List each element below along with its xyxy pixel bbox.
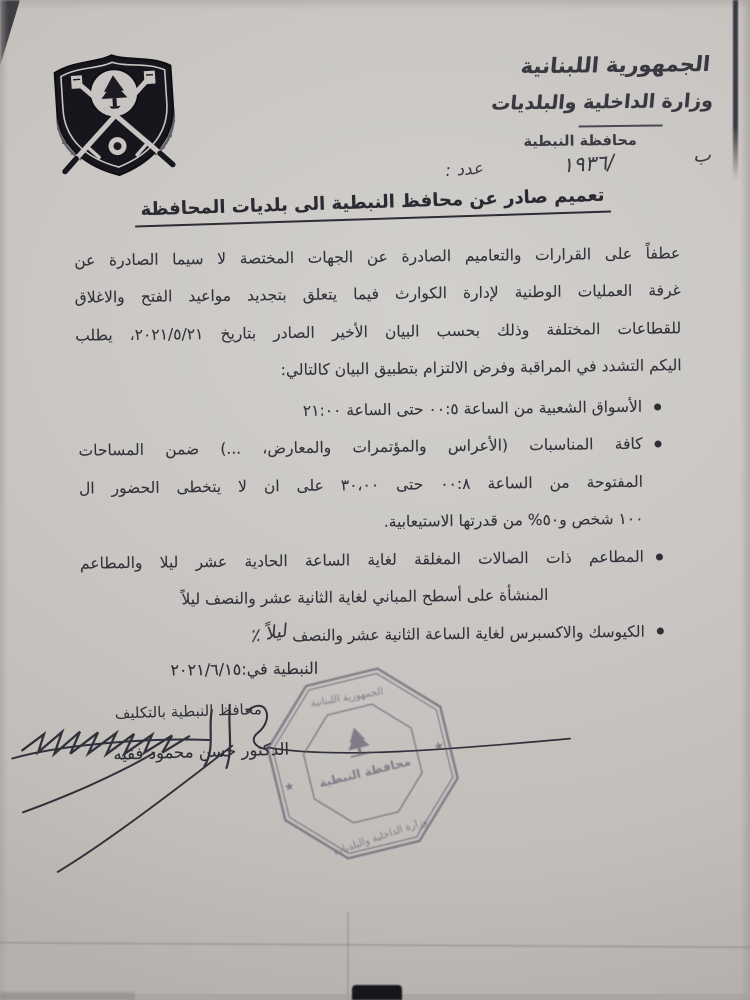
time-value: ٠٠:٨ [440,474,471,494]
stamp-star-icon: ★ [431,737,446,755]
bullet-dot-icon [657,628,664,635]
bullet-item-events [78,426,643,545]
percent-value: %٥٠ [527,510,560,530]
bullet-text: حتى [379,475,441,494]
bullet-text: المنشأة على أسطح المباني لغاية الثانية عشر والنصف ليلاً [181,585,549,609]
date-value: ٢٠٢١/٦/١٥ [170,659,242,680]
stamp-bottom-text: وزارة الداخلية والبلديات [332,815,429,858]
emblem-shield [54,52,178,179]
stamp-cedar-icon [343,725,371,758]
bullet-text: حتى الساعة [341,400,429,420]
bullet-text: على ان لا يتخطى الحضور ال [78,476,341,498]
signer-name: الدكتور حسن محمود فقيه [113,739,290,764]
stamp-top-text: الجمهورية اللبنانية [309,686,385,710]
time-value: ٠٠:٥ [428,399,459,419]
intro-line: للقطاعات المختلفة وذلك بحسب البيان الأخير الصادر بتاريخ ٢٠٢١/٥/٢١، يطلب [75,319,682,345]
bullet-text: الكيوسك والاكسبرس لغاية الساعة الثانية عشر والنصف [287,623,645,646]
intro-paragraph [74,235,682,392]
bullet-dot-icon [654,404,661,411]
bullet-text: من قدرتها الاستيعابية. [383,511,528,532]
bullet-text: ١٠٠ شخص و [559,509,644,529]
republic-calligraphy: الجمهورية اللبنانية [519,51,712,79]
stamp-star-icon: ★ [282,778,297,795]
bullet-dot-icon [656,553,663,560]
time-value: ٣٠،٠٠ [340,475,380,495]
number-digits: ١٩٣٦/ [561,150,615,178]
bullet-text: المطاعم ذات الصالات المغلقة لغاية الساعة الحادية عشر ليلا والمطاعم [79,547,645,573]
intro-line: غرفة العمليات الوطنية لإدارة الكوارث فيما يتعلق بتجديد مواعيد الفتح والاغلاق [74,281,681,308]
bullet-item-restaurants [80,538,645,620]
signer-title: محافظ النبطية بالتكليف [114,700,263,723]
intro-line: اليكم التشدد في المراقبة وفرض الالتزام بتطبيق البيان كالتالي: [280,356,682,380]
number-suffix: ب [692,143,712,168]
intro-line: عطفاً على القرارات والتعاميم الصادرة عن الجهات المختصة لا سيما الصادرة عن [74,244,681,270]
time-value: ٢١:٠٠ [302,401,342,420]
ministry-of-interior-emblem [40,45,190,186]
governorate-label: محافظة النبطية [523,132,637,151]
bullet-text: المفتوحة من الساعة [470,472,644,493]
bullet-item-kiosks [81,613,645,658]
handwritten-correction: ليلاً ٪ [248,620,289,648]
stamp-middle-text: محافظة النبطية [317,754,413,791]
bullet-dot-icon [655,441,662,448]
circular-title: تعميم صادر عن محافظ النبطية الى بلديات المحافظة [134,185,611,228]
number-label: عدد : [444,158,484,182]
document-number-handwritten [445,144,712,185]
ministry-calligraphy: وزارة الداخلية والبلديات [490,89,715,115]
place-label: النبطية في: [241,658,319,679]
bullet-list [78,389,645,659]
bullet-text: الأسواق الشعبية من الساعة [458,397,643,418]
calligraphy-underline [579,124,663,127]
title-row [0,180,748,232]
bullet-text: كافة المناسبات (الأعراس والمؤتمرات والمعارض، ...) ضمن المساحات [78,435,643,461]
